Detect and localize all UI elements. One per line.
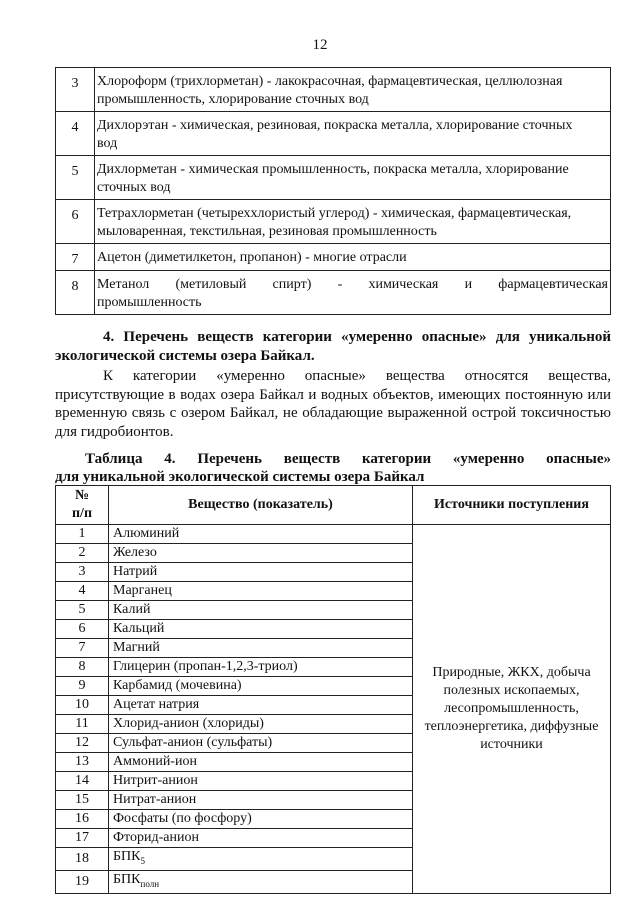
table-row [56,112,611,156]
row-number: 3 [56,68,95,112]
substance-name-text: Аммоний-ион [113,754,197,769]
continued-table [55,67,611,315]
substance-name-text: Сульфат-анион (сульфаты) [113,735,273,750]
row-description-line: сточных вод [97,180,171,195]
row-number: 1 [56,525,109,544]
row-description [95,156,611,200]
substance-subscript: полн [140,878,160,889]
paragraph-line: для гидробионтов. [55,423,174,440]
row-number: 15 [56,791,109,810]
substance-name [109,734,413,753]
substance-name [109,677,413,696]
substance-name [109,582,413,601]
page-number: 12 [312,37,328,53]
substance-name [109,870,413,893]
row-description [95,244,611,271]
row-number: 11 [56,715,109,734]
row-number: 18 [56,848,109,871]
substance-name [109,658,413,677]
row-number: 16 [56,810,109,829]
section-heading [55,328,611,366]
substance-name [109,810,413,829]
substance-subscript: 5 [140,855,145,866]
table-row [56,271,611,315]
row-number: 4 [56,582,109,601]
substance-name [109,620,413,639]
row-description [95,112,611,156]
row-number: 3 [56,563,109,582]
substance-name [109,715,413,734]
row-description-line: промышленность, хлорирование сточных вод [97,92,369,107]
substance-name-text: Натрий [113,564,158,579]
substance-name-text: Калий [113,602,151,617]
table-caption-line: Таблица 4. Перечень веществ категории «умеренно опасные» [85,451,611,467]
row-number: 8 [56,658,109,677]
row-description-line: Дихлорэтан - химическая, резиновая, покраска металла, хлорирование сточных [97,118,573,133]
header-sources: Источники поступления [413,486,611,525]
row-number: 13 [56,753,109,772]
row-description-line: Тетрахлорметан (четыреххлористый углерод) - химическая, фармацевтическая, [97,206,572,221]
substance-name-text: Нитрит-анион [113,773,198,788]
row-number: 6 [56,200,95,244]
row-number: 8 [56,271,95,315]
header-number [56,486,109,525]
header-substance: Вещество (показатель) [109,486,413,525]
table-row [56,156,611,200]
substance-name-text: Железо [113,545,157,560]
substance-name [109,639,413,658]
row-description [95,200,611,244]
table-row [56,525,611,544]
row-number: 2 [56,544,109,563]
row-description [95,271,611,315]
substance-name [109,563,413,582]
row-number: 7 [56,244,95,271]
section-heading-line: экологической системы озера Байкал. [55,348,315,364]
substance-name-text: БПК [113,871,141,887]
substance-name-text: Марганец [113,583,172,598]
substance-name [109,601,413,620]
substance-name [109,829,413,848]
section-paragraph [55,367,611,441]
table-caption-line: для уникальной экологической системы озера Байкал [55,469,425,485]
table-row [56,244,611,271]
row-number: 7 [56,639,109,658]
row-description-line: Ацетон (диметилкетон, пропанон) - многие отрасли [97,250,407,265]
sources-cell: Природные, ЖКХ, добыча полезных ископаемых, лесопромышленность, теплоэнергетика, диффузные источники [413,525,611,894]
substance-name [109,772,413,791]
header-number-bottom: п/п [71,506,93,521]
substance-name-text: Фосфаты (по фосфору) [113,811,252,826]
row-number: 17 [56,829,109,848]
table-caption [55,450,611,486]
row-number: 6 [56,620,109,639]
row-description-line: вод [97,136,118,151]
row-description-line: промышленность [97,295,202,310]
substance-name-text: Нитрат-анион [113,792,197,807]
table-header-row [56,486,611,525]
substance-name [109,791,413,810]
substance-name [109,525,413,544]
paragraph-line: временную связь с озером Байкал, не обладающие выраженной острой токсичностью [55,405,611,421]
substance-name-text: Хлорид-анион (хлориды) [113,716,264,731]
row-number: 4 [56,112,95,156]
row-number: 12 [56,734,109,753]
substance-name [109,544,413,563]
substance-name-text: Фторид-анион [113,830,199,845]
substance-name-text: Ацетат натрия [113,697,200,712]
paragraph-line: присутствующие в водах озера Байкал и водных объектов, имеющих постоянную или [55,386,611,403]
substance-name-text: Магний [113,640,160,655]
row-description-line: мыловаренная, текстильная, резиновая промышленность [97,224,437,239]
table-row [56,68,611,112]
substance-name [109,753,413,772]
substance-name-text: Алюминий [113,526,180,541]
substance-name [109,696,413,715]
row-description-line: Хлороформ (трихлорметан) - лакокрасочная, фармацевтическая, целлюлозная [97,74,563,89]
table-row [56,200,611,244]
substance-name [109,848,413,871]
section-heading-line: 4. Перечень веществ категории «умеренно опасные» для уникальной [103,329,611,345]
row-number: 5 [56,156,95,200]
row-number: 10 [56,696,109,715]
substances-table [55,485,611,894]
substance-name-text: Карбамид (мочевина) [113,678,242,693]
row-description-line: Метанол (метиловый спирт) - химическая и фармацевтическая [97,277,608,292]
row-number: 9 [56,677,109,696]
row-description-line: Дихлорметан - химическая промышленность, покраска металла, хлорирование [97,162,569,177]
substance-name-text: Кальций [113,621,165,636]
row-number: 19 [56,870,109,893]
row-number: 14 [56,772,109,791]
row-number: 5 [56,601,109,620]
substance-name-text: БПК [113,849,141,864]
paragraph-line: К категории «умеренно опасные» вещества относятся вещества, [103,368,611,384]
header-number-top: № [74,488,90,503]
row-description [95,68,611,112]
substance-name-text: Глицерин (пропан-1,2,3-триол) [113,659,298,674]
